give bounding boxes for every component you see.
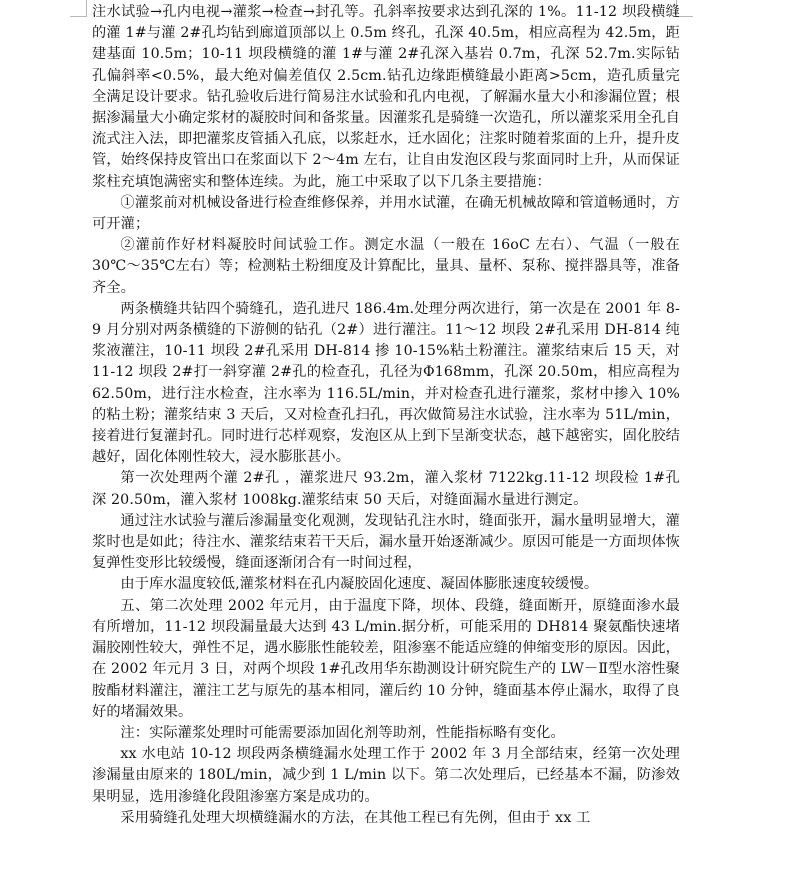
paragraph: 通过注水试验与灌后渗漏量变化观测，发现钻孔注水时，缝面张开，漏水量明显增大，灌浆时也是如此；待注水、灌浆结束若干天后，漏水量开始逐渐减少。原因可能是一方面坝体恢复弹性变形比较缓慢，缝面逐渐闭合有一时间过程，	[92, 512, 680, 572]
document-body	[92, 2, 680, 829]
paragraph: 注水试验→孔内电视→灌浆→检查→封孔等。孔斜率按要求达到孔深的 1%。11-12 坝段横缝的灌 1#与灌 2#孔均钻到廊道顶部以上 0.5m 终孔，孔深 40.5m，相应高程为 42.5m，距建基面 10.5m；10-11 坝段横缝的灌 1#与灌 2#孔深入基岩 0.7m，孔深 52.7m.实际钻孔偏斜率<0.5%，最大绝对偏差值仅 2.5cm.钻孔边缘距横缝最小距离>5cm，造孔质量完全满足设计要求。钻孔验收后进行简易注水试验和孔内电视，了解漏水量大小和渗漏位置；根据渗漏量大小确定浆材的凝胶时间和备浆量。因灌浆孔是骑缝一次造孔，所以灌浆采用全孔自流式注入法，即把灌浆皮管插入孔底，以浆赶水，迁水固化；注浆时随着浆面的上升，提升皮管，始终保持皮管出口在浆面以下 2～4m 左右，让自由发泡区段与浆面同时上升，从而保证浆柱充填饱满密实和整体连续。为此，施工中采取了以下几条主要措施：	[92, 4, 680, 190]
paragraph: xx 水电站 10-12 坝段两条横缝漏水处理工作于 2002 年 3 月全部结束，经第一次处理渗漏量由原来的 180L/min，减少到 1 L/min 以下。第二次处理后，已经基本不漏，防渗效果明显，选用渗缝化段阻渗塞方案是成功的。	[92, 746, 680, 805]
paragraph: 第一次处理两个灌 2#孔 ，灌浆进尺 93.2m，灌入浆材 7122kg.11-12 坝段检 1#孔深 20.50m，灌入浆材 1008kg.灌浆结束 50 天后，对缝面漏水量进行测定。	[92, 470, 680, 508]
paragraph: 两条横缝共钻四个骑缝孔，造孔进尺 186.4m.处理分两次进行，第一次是在 2001 年 8-9 月分别对两条横缝的下游侧的钻孔（2#）进行灌注。11～12 坝段 2#孔采用 DH-814 纯浆液灌注，10-11 坝段 2#孔采用 DH-814 掺 10-15%粘土粉灌注。灌浆结束后 15 天，对 11-12 坝段 2#打一斜穿灌 2#孔的检查孔，孔径为Φ168mm，孔深 20.50m，相应高程为 62.50m，进行注水检查，注水率为 116.5L/min，并对检查孔进行灌浆，浆材中掺入 10%的粘土粉；灌浆结束 3 天后，又对检查孔扫孔，再次做简易注水试验，注水率为 51L/min，接着进行复灌封孔。同时进行芯样观察，发泡区从上到下呈渐变状态，越下越密实，固化胶结越好，固化体刚性较大，浸水膨胀甚小。	[92, 300, 680, 466]
paragraph: 注：实际灌浆处理时可能需要添加固化剂等助剂，性能指标略有变化。	[120, 724, 565, 741]
paragraph: ②灌前作好材料凝胶时间试验工作。测定水温（一般在 16oC 左右）、气温（一般在 30℃～35℃左右）等；检测粘土粉细度及计算配比，量具、量杯、泵称、搅拌器具等，准备齐全。	[92, 237, 680, 296]
paragraph: 采用骑缝孔处理大坝横缝漏水的方法，在其他工程已有先例，但由于 xx 工	[120, 809, 591, 826]
paragraph: 由于库水温度较低,灌浆材料在孔内凝胶固化速度、凝固体膨胀速度较缓慢。	[120, 576, 599, 593]
page-corner-mark-left	[70, 0, 87, 17]
paragraph: 五、第二次处理 2002 年元月，由于温度下降，坝体、段缝，缝面断开，原缝面渗水最有所增加，11-12 坝段漏量最大达到 43 L/min.据分析，可能采用的 DH814 聚氨酯快速堵漏胶刚性较大，弹性不足，遇水膨胀性能较差，阻渗塞不能适应缝的伸缩变形的原因。因此，在 2002 年元月 3 日，对两个坝段 1#孔改用华东勘测设计研究院生产的 LW－Ⅱ型水溶性聚胺酯材料灌注，灌注工艺与原先的基本相同，灌后约 10 分钟，缝面基本停止漏水，取得了良好的堵漏效果。	[92, 597, 680, 720]
paragraph: ①灌浆前对机械设备进行检查维修保养，并用水试灌，在确无机械故障和管道畅通时，方可开灌；	[92, 194, 680, 233]
